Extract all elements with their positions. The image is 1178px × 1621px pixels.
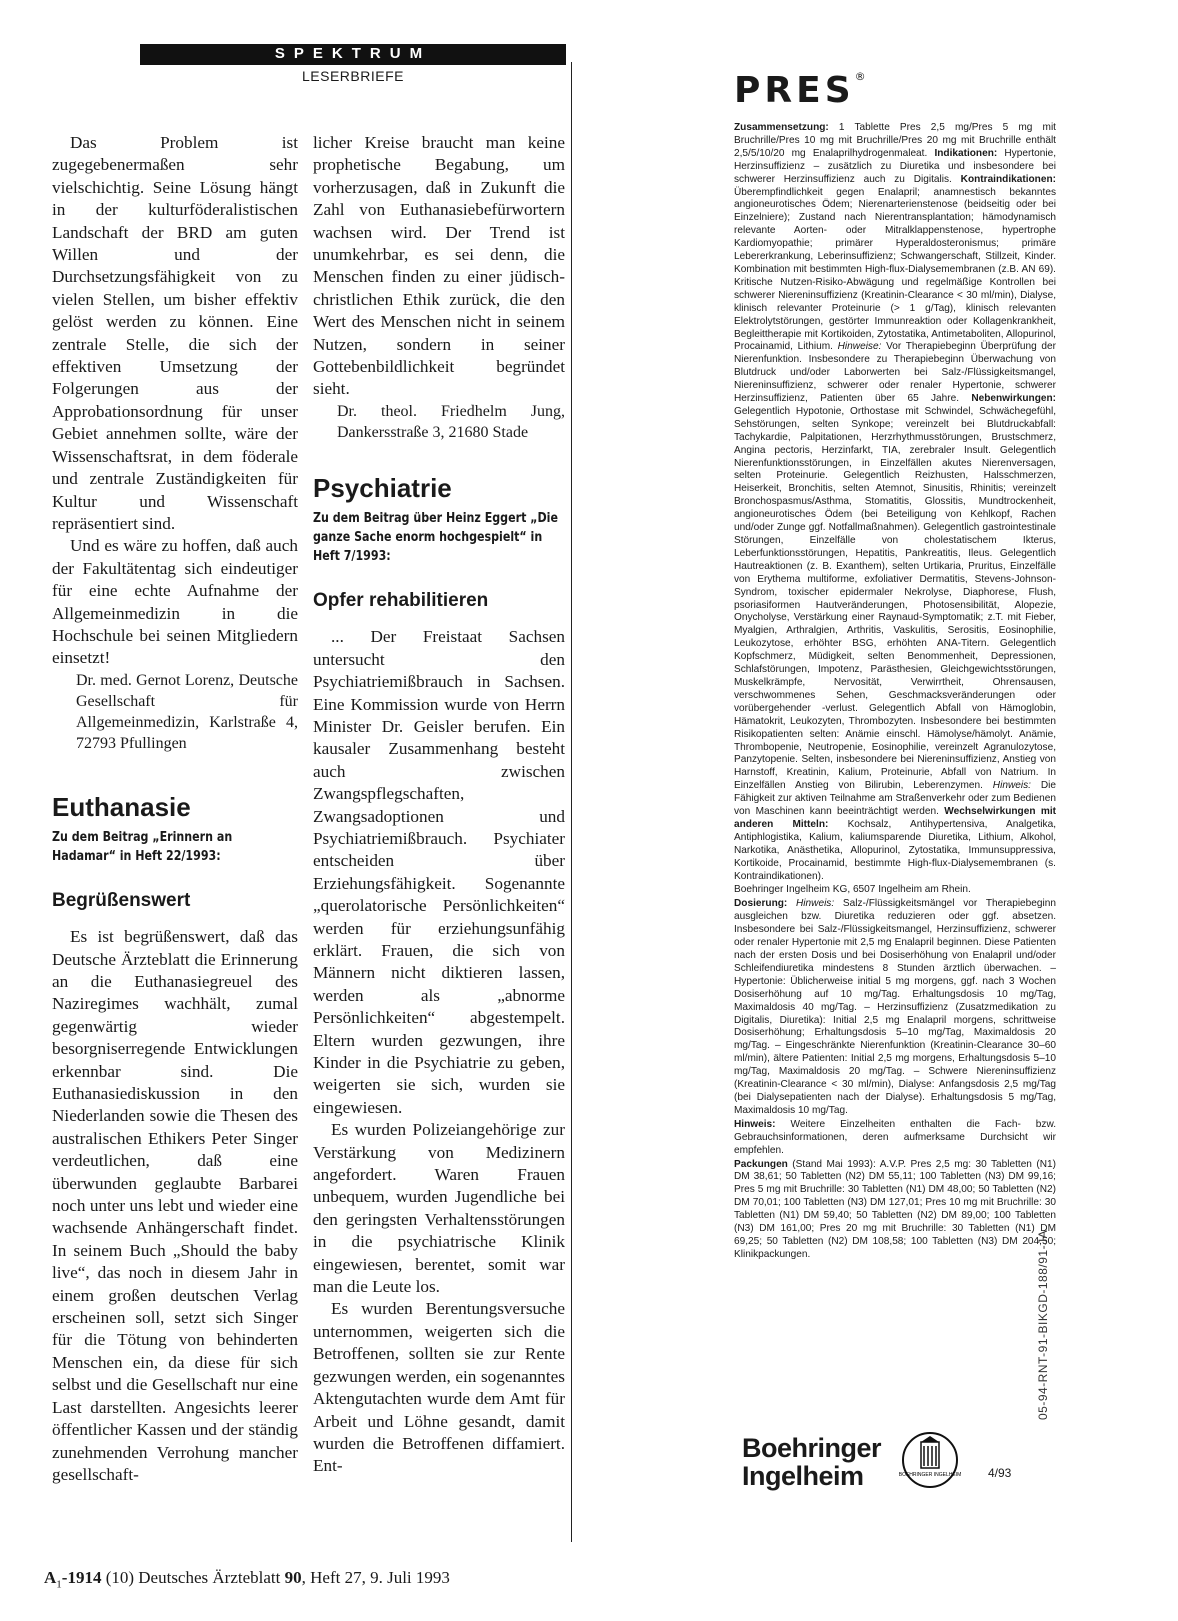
article-reference: Zu dem Beitrag über Heinz Eggert „Die ganze Sache enorm hochgespielt“ in Heft 7/1993:	[313, 509, 558, 564]
letter-paragraph: Es ist begrüßenswert, daß das Deutsche Ärzteblatt die Erinnerung an die Euthanasiegreuel des Naziregimes wachhält, zumal gegenwärtig wieder besorgniserregende Entwicklungen erkennbar sind. Die Euthanasiediskussion in den Niederlanden sowie die Thesen des australischen Ethikers Peter Singer verdeutlichen, daß eine überwunden geglaubte Barbarei noch unter uns lebt und wieder eine wachsende Anhängerschaft findet. In seinem Buch „Should the baby live“, das noch in diesem Jahr in einem großen deutschen Verlag erscheinen soll, setzt sich Singer für die Tötung von behinderten Menschen ein, da diese für sich selbst und die Gesellschaft nur eine Last darstellten. Angesichts leerer öffentlicher Kassen und der ständig zunehmenden Verrohung mancher gesellschaft-	[52, 927, 298, 1484]
vertical-print-code: 05-94-RNT-91-BIKGD-188/91-JA	[1036, 1229, 1050, 1420]
letter-paragraph: Es wurden Polizeiangehörige zur Verstärkung von Medizinern angefordert. Waren Frauen unbequem, wurden Jugendliche bei den geringsten Verhaltensstörungen in die psychiatrische Klinik eingewiesen, berentet, somit war man die Leute los.	[313, 1120, 565, 1297]
column-divider	[571, 62, 572, 1542]
letter-signature: Dr. theol. Friedhelm Jung, Dankersstraße 3, 21680 Stade	[337, 402, 565, 441]
section-masthead: SPEKTRUM	[140, 44, 566, 64]
letter-paragraph: licher Kreise braucht man keine prophetische Begabung, um vorherzusagen, daß in Zukunft die Zahl von Euthanasiebefürwortern wachsen wird. Der Trend ist unumkehrbar, es sei denn, die Menschen finden zu einer jüdisch-christlichen Ethik zurück, die den Wert des Menschen nicht in seinem Nutzen, sondern in seiner Gottebenbildlichkeit begründet sieht.	[313, 133, 565, 399]
footer-issue: , Heft 27, 9. Juli 1993	[301, 1568, 450, 1587]
footer-prefix: A	[44, 1568, 57, 1587]
svg-text:BOEHRINGER INGELHEIM: BOEHRINGER INGELHEIM	[898, 1472, 962, 1478]
product-logo: PRES®	[734, 70, 866, 111]
section-title-euthanasie: Euthanasie	[52, 791, 191, 822]
letter-paragraph: ... Der Freistaat Sachsen untersucht den Psychiatriemißbrauch in Sachsen. Eine Kommission wurde von Herrn Minister Dr. Geisler berufen. Ein kausaler Zusammenhang besteht auch zwischen Zwangspflegschaften, Zwangsadoptionen und Psychiatriemißbrauch. Psychiater entscheiden über Erziehungsfähigkeit. Sogenannte „querolatorische Persönlichkeiten“ werden für erziehungsunfähig erklärt. Frauen, die sich von Männern nicht diktieren lassen, werden als „abnorme Persönlichkeiten“ abgestempelt. Eltern wurden gezwungen, ihre Kinder in die Psychiatrie zu geben, weigerten sie sich, wurden sie eingewiesen.	[313, 627, 565, 1117]
letter-paragraph: Und es wäre zu hoffen, daß auch der Fakultätentag sich eindeutiger für eine echte Aufnahme der Allgemeinmedizin in die Hochschule bei seinen Mitgliedern einsetzt!	[52, 536, 298, 668]
footer-page: -1914	[61, 1568, 102, 1587]
company-logo: Boehringer Ingelheim	[742, 1433, 882, 1491]
company-emblem-icon	[898, 1432, 962, 1488]
section-title-psychiatrie: Psychiatrie	[313, 472, 452, 503]
column-left	[52, 132, 298, 1486]
footer-sub: 1	[56, 1578, 62, 1591]
letter-heading: Begrüßenswert	[52, 889, 191, 911]
letter-paragraph: Das Problem ist zugegebenermaßen sehr vielschichtig. Seine Lösung hängt in der kulturföderalistischen Landschaft der BRD am guten Willen und der Durchsetzungsfähigkeit von zu vielen Stellen, um bisher effektiv gelöst werden zu können. Eine zentrale Stelle, die sich der effektiven Umsetzung der Folgerungen aus der Approbationsordnung für unser Gebiet annehmen sollte, wäre der Wissenschaftsrat, in dem föderale und zentrale Zuständigkeiten für Kultur und Wissenschaft repräsentiert sind.	[52, 133, 298, 533]
ad-code: 4/93	[988, 1466, 1012, 1480]
page-footer	[44, 1568, 450, 1590]
letter-signature: Dr. med. Gernot Lorenz, Deutsche Gesellschaft für Allgemeinmedizin, Karlstraße 4, 72793 Pfullingen	[76, 671, 298, 752]
subsection-label: LESERBRIEFE	[302, 68, 404, 84]
prescribing-information: Zusammensetzung: 1 Tablette Pres 2,5 mg/Pres 5 mg mit Bruchrille/Pres 10 mg mit Bruchrille/Pres 20 mg mit Bruchrille enthält 2,5/5/10/20 mg Enalaprilhydrogenmaleat. Indikationen: Hypertonie, Herzinsuffizienz – zusätzlich zu Diuretika und insbesondere bei schwerer Herzinsuffizienz auch zu Digitalis. Kontraindikationen: Überempfindlichkeit gegen Enalapril; anamnestisch bekanntes angioneurotisches Ödem; Nierenarterienstenose (beidseitig oder bei Einzelniere); Zustand nach Nierentransplantation; hämodynamisch relevante Aorten- oder Mitralklappenstenose, hypertrophe Kardiomyopathie; primärer Hyperaldosteronismus; primäre Lebererkrankung, Leberinsuffizienz; Schwangerschaft, Stillzeit, Kinder. Kombination mit bestimmten High-flux-Dialysemembranen (z.B. AN 69). Kritische Nutzen-Risiko-Abwägung und regelmäßige Kontrollen bei schwerer Niereninsuffizienz (Kreatinin-Clearance < 30 ml/min), Dialyse, klinisch relevanter Proteinurie (> 1 g/Tag), klinisch relevanten Elektrolytstörungen, gestörter Immunreaktion oder Kollagenkrankheit, Begleittherapie mit Kortikoiden, Zytostatika, Antimetaboliten, Allopurinol, Procainamid, Lithium. Hinweise: Vor Therapiebeginn Überprüfung der Nierenfunktion. Insbesondere zu Therapiebeginn Überwachung von Blutdruck und/oder Laborwerten bei Salz-/Flüssigkeitsmangel, Niereninsuffizienz, schwerer oder renaler Hypertonie, schwerer Herzinsuffizienz, Patienten über 65 Jahre. Nebenwirkungen: Gelegentlich Hypotonie, Orthostase mit Schwindel, Schwächegefühl, Sehstörungen, selten Synkope; vereinzelt bei Blutdruckabfall: Tachykardie, Palpitationen, Herzrhythmusstörungen, Brustschmerz, Angina pectoris, Herzinfarkt, TIA, zerebraler Insult. Gelegentlich Nierenfunktionsstörungen, in Einzelfällen akutes Nierenversagen, selten Proteinurie. Gelegentlich Reizhusten, Halsschmerzen, Heiserkeit, Bronchitis, selten Atemnot, Sinusitis, Rhinitis; vereinzelt Bronchospasmus/Asthma, Stomatitis, Glossitis, Mundtrockenheit, angioneurotisches Ödem (bei Beteiligung von Kehlkopf, Rachen und/oder Zunge ggf. Notfallmaßnahmen). Gelegentlich gastrointestinale Störungen, Einzelfälle von cholestatischem Ikterus, Leberfunktionsstörungen, Hepatitis, Pankreatitis, Ileus. Gelegentlich Hautreaktionen (z. B. Exanthem), selten Urtikaria, Pruritus, Einzelfälle von Erythema multiforme, exfoliativer Dermatitis, Stevens-Johnson-Syndrom, toxischer epidermaler Nekrolyse, Diaphorese, Flush, psoriasiformen Hautveränderungen, Photosensibilität, Alopezie, Onycholyse, Verstärkung einer Raynaud-Symptomatik; z.T. mit Fieber, Myalgien, Arthralgien, Arthritis, Vaskulitis, Serositis, Eosinophilie, Leukozytose, erhöhter BSG, erhöhten ANA-Titern. Gelegentlich Kopfschmerz, Müdigkeit, selten Benommenheit, Depressionen, Schlafstörungen, Impotenz, Parästhesien, Gleichgewichtsstörungen, Muskelkrämpfe, Nervosität, Verwirrtheit, Ohrensausen, verschwommenes Sehen, Geschmacksveränderungen oder vorübergehender -verlust. Gelegentlich Abfall von Hämoglobin, Hämatokrit, Leukozyten, Thrombozyten. Insbesondere bei bestimmten Risikopatienten selten: Anämie einschl. Hämolyse/hämolyt. Anämie, Thrombopenie, Neutropenie, Eosinophilie, vereinzelt Agranulozytose, Panzytopenie. Selten, insbesondere bei Niereninsuffizienz, Anstieg von Harnstoff, Kreatinin, Kalium, Proteinurie, Abfall von Natrium. In Einzelfällen Anstieg von Bilirubin, Leberenzymen. Hinweis: Die Fähigkeit zur aktiven Teilnahme am Straßenverkehr oder zum Bedienen von Maschinen kann beeinträchtigt werden. Wechselwirkungen mit anderen Mitteln: Kochsalz, Antihypertensiva, Analgetika, Antiphlogistika, Kalium, kaliumsparende Diuretika, Lithium, Alkohol, Narkotika, Anästhetika, Allopurinol, Zytostatika, Immunsuppressiva, Kortikoide, Procainamid, bestimmte High-flux-Dialysemembranen (s. Kontraindikationen). Boehringer Ingelheim KG, 6507 Ingelheim am Rhein. Dosierung: Hinweis: Salz-/Flüssigkeitsmängel vor Therapiebeginn ausgleichen bzw. Diuretika reduzieren oder ggf. absetzen. Insbesondere bei Salz-/Flüssigkeitsmangel, Herzinsuffizienz, schwerer oder renaler Hypertonie mit 2,5 mg Enalapril beginnen. Diese Patienten nach der ersten Dosis und bei Dosiserhöhung von Enalapril und/oder Schleifendiuretika mindestens 8 Stunden ärztlich überwachen. – Hypertonie: Üblicherweise initial 5 mg morgens, ggf. nach 3 Wochen Dosiserhöhung auf 10 mg/Tag. Erhaltungsdosis 10 mg/Tag, Maximaldosis 40 mg/Tag. – Herzinsuffizienz (Zusatzmedikation zu Digitalis, Diuretika): Initial 2,5 mg Enalapril morgens, schrittweise Dosiserhöhung; Erhaltungsdosis 5–10 mg/Tag, Maximaldosis 20 mg/Tag. – Eingeschränkte Nierenfunktion (Kreatinin-Clearance 30–60 ml/min), ältere Patienten: Initial 2,5 mg morgens, Erhaltungsdosis 5–10 mg/Tag, Maximaldosis 20 mg/Tag. – Schwere Niereninsuffizienz (Kreatinin-Clearance < 30 ml/min), Dialyse: Anfangsdosis 2,5 mg/Tag (bei Dialysepatienten nach der Dialyse). Erhaltungsdosis 5 mg/Tag, Maximaldosis 10 mg/Tag. Hinweis: Weitere Einzelheiten enthalten die Fach- bzw. Gebrauchsinformationen, deren aufmerksame Durchsicht wir empfehlen. Packungen (Stand Mai 1993): A.V.P. Pres 2,5 mg: 30 Tabletten (N1) DM 38,61; 50 Tabletten (N2) DM 55,11; 100 Tabletten (N3) DM 99,16; Pres 5 mg mit Bruchrille: 30 Tabletten (N1) DM 48,00; 50 Tabletten (N2) DM 70,01; 100 Tabletten (N3) DM 127,01; Pres 10 mg mit Bruchrille: 30 Tabletten (N1) DM 59,40; 50 Tabletten (N2) DM 89,00; 100 Tabletten (N3) DM 161,00; Pres 20 mg mit Bruchrille: 30 Tabletten (N1) DM 69,25; 50 Tabletten (N2) DM 108,58; 100 Tabletten (N3) DM 204,50; Klinikpackungen.	[734, 122, 1057, 1260]
letter-paragraph: Es wurden Berentungsversuche unternommen, weigerten sich die Betroffenen, sollten sie zur Rente gezwungen werden, ein sogenanntes Aktengutachten wurde dem Amt für Arbeit und Löhne gesandt, damit wurden die Betroffenen diffamiert. Ent-	[313, 1299, 565, 1476]
article-reference: Zu dem Beitrag „Erinnern an Hadamar“ in Heft 22/1993:	[52, 828, 233, 864]
column-middle	[313, 132, 565, 1478]
letter-heading: Opfer rehabilitieren	[313, 589, 489, 611]
company-line: Boehringer Ingelheim KG, 6507 Ingelheim am Rhein.	[734, 884, 971, 896]
footer-volume: 90	[284, 1568, 302, 1587]
footer-journal: (10) Deutsches Ärzteblatt	[101, 1568, 285, 1587]
header-rule	[140, 64, 566, 65]
